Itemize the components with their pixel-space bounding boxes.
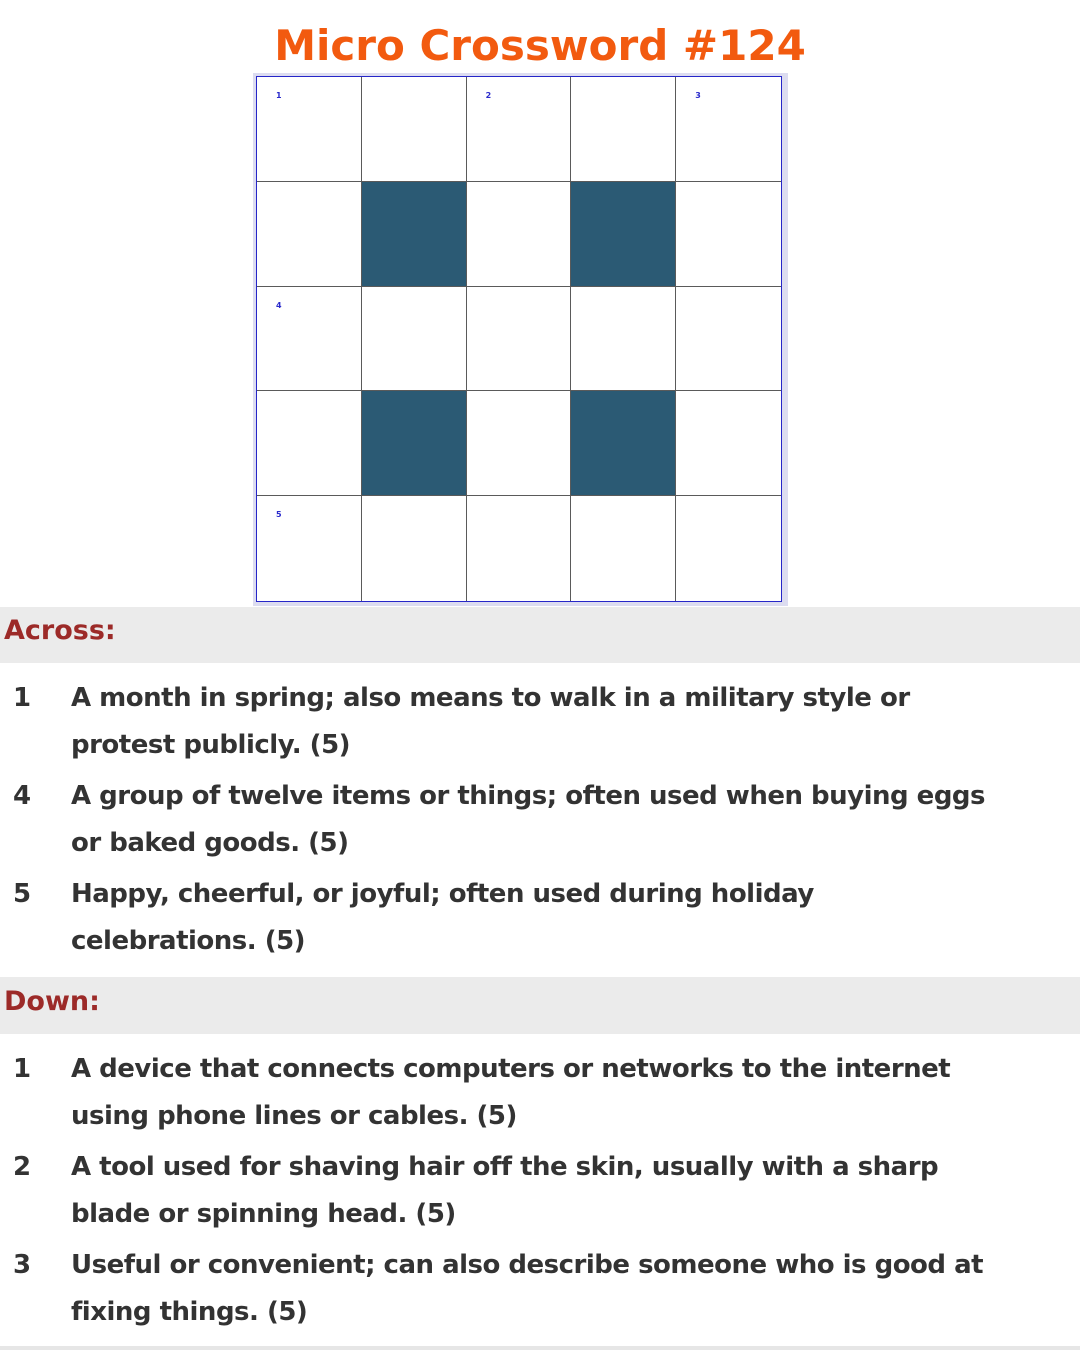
clue-number: 4 [13,781,32,811]
grid-cell[interactable] [571,496,676,601]
clue-text-line: using phone lines or cables. (5) [71,1101,517,1131]
down-clue[interactable] [0,1242,1080,1336]
clue-number: 1 [13,1054,32,1084]
grid-block-cell [571,182,676,287]
grid-cell[interactable] [467,182,572,287]
down-heading: Down: [0,977,1080,1034]
puzzle-title: Micro Crossword #124 [274,21,806,70]
grid-cell[interactable] [467,77,572,182]
clue-text [71,1046,1061,1140]
clue-text-line: celebrations. (5) [71,926,306,956]
crossword-grid[interactable] [256,76,782,602]
clue-text-line: A month in spring; also means to walk in a military style or [71,683,910,713]
cell-number: 5 [276,510,282,520]
grid-cell[interactable] [257,77,362,182]
clue-number: 3 [13,1250,32,1280]
clue-text-line: A group of twelve items or things; often used when buying eggs [71,781,986,811]
grid-cell[interactable] [676,287,781,392]
clue-number: 2 [13,1152,32,1182]
grid-cell[interactable] [571,77,676,182]
clue-text [71,1242,1061,1336]
clue-text-line: or baked goods. (5) [71,828,349,858]
crossword-grid-frame [253,73,788,606]
clue-text [71,1144,1061,1238]
grid-cell[interactable] [257,391,362,496]
grid-cell[interactable] [676,182,781,287]
grid-cell[interactable] [257,496,362,601]
cell-number: 3 [695,91,701,100]
clue-text [71,675,1061,769]
down-clue[interactable] [0,1144,1080,1238]
clue-text-line: blade or spinning head. (5) [71,1199,456,1229]
across-clue[interactable] [0,675,1080,769]
grid-cell[interactable] [257,287,362,392]
grid-cell[interactable] [676,77,781,182]
cell-number: 1 [276,91,282,100]
grid-cell[interactable] [362,287,467,392]
clue-text-line: Happy, cheerful, or joyful; often used during holiday [71,879,814,909]
cell-number: 2 [485,91,492,100]
across-heading: Across: [0,607,1080,663]
grid-block-cell [362,182,467,287]
clue-number: 1 [13,683,32,713]
grid-cell[interactable] [362,496,467,601]
grid-block-cell [362,391,467,496]
clue-text-line: fixing things. (5) [71,1297,308,1327]
cell-number: 4 [276,300,282,310]
clue-text [71,871,1061,965]
clue-text-line: Useful or convenient; can also describe someone who is good at [71,1250,984,1280]
grid-cell[interactable] [467,287,572,392]
clue-number: 5 [13,879,32,909]
grid-cell[interactable] [467,496,572,601]
clue-text [71,773,1061,867]
across-clue[interactable] [0,773,1080,867]
down-clue[interactable] [0,1046,1080,1140]
across-clue[interactable] [0,871,1080,965]
grid-cell[interactable] [362,77,467,182]
grid-cell[interactable] [257,182,362,287]
bottom-divider [0,1346,1080,1350]
grid-cell[interactable] [676,391,781,496]
clue-text-line: A device that connects computers or networks to the internet [71,1054,951,1084]
grid-block-cell [571,391,676,496]
clue-text-line: A tool used for shaving hair off the skin, usually with a sharp [71,1152,939,1182]
grid-cell[interactable] [676,496,781,601]
clue-text-line: protest publicly. (5) [71,730,351,760]
grid-cell[interactable] [467,391,572,496]
grid-cell[interactable] [571,287,676,392]
